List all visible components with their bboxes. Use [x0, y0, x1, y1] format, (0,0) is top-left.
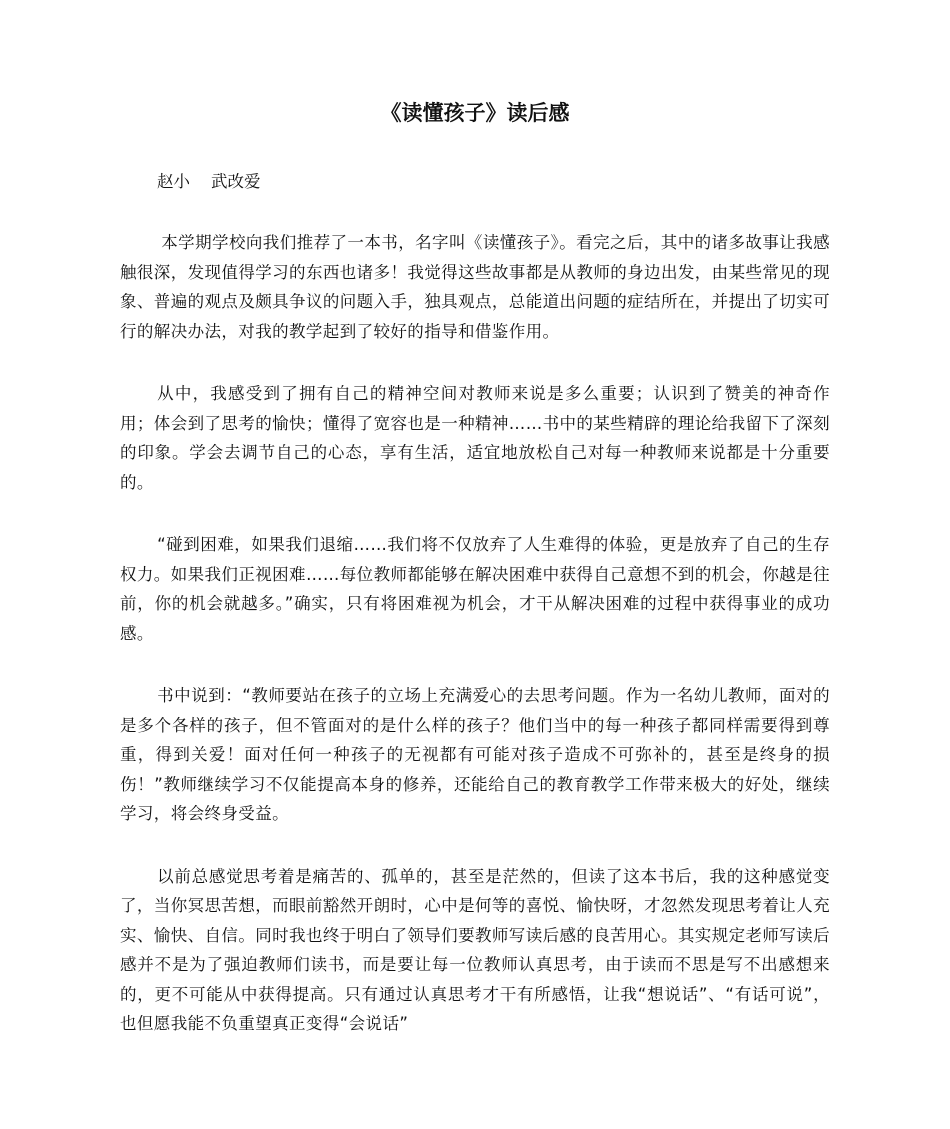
author-line: 赵小 武改爱: [157, 172, 261, 191]
page-title: 《读懂孩子》读后感: [380, 101, 570, 125]
document-body: [120, 228, 830, 1072]
paragraph-2: 从中，我感受到了拥有自己的精神空间对教师来说是多么重要；认识到了赞美的神奇作用；体会到了思考的愉快；懂得了宽容也是一种精神……书中的某些精辟的理论给我留下了深刻的印象。学会去调节自己的心态，享有生活，适宜地放松自己对每一种教师来说都是十分重要的。: [120, 384, 830, 492]
paragraph-5: 以前总感觉思考着是痛苦的、孤单的，甚至是茫然的，但读了这本书后，我的这种感觉变了，当你冥思苦想，而眼前豁然开朗时，心中是何等的喜悦、愉快呀，才忽然发现思考着让人充实、愉快、自信。同时我也终于明白了领导们要教师写读后感的良苦用心。其实规定老师写读后感并不是为了强迫教师们读书，而是要让每一位教师认真思考，由于读而不思是写不出感想来的，更不可能从中获得提高。只有通过认真思考才干有所感悟，让我“想说话”、“有话可说”，也但愿我能不负重望真正变得“会说话”: [120, 866, 830, 1033]
paragraph-1: 本学期学校向我们推荐了一本书，名字叫《读懂孩子》。看完之后，其中的诸多故事让我感触很深，发现值得学习的东西也诸多！我觉得这些故事都是从教师的身边出发，由某些常见的现象、普遍的观点及颇具争议的问题入手，独具观点，总能道出问题的症结所在，并提出了切实可行的解决办法，对我的教学起到了较好的指导和借鉴作用。: [120, 233, 830, 341]
paragraph-4: 书中说到：“教师要站在孩子的立场上充满爱心的去思考问题。作为一名幼儿教师，面对的是多个各样的孩子，但不管面对的是什么样的孩子？他们当中的每一种孩子都同样需要得到尊重，得到关爱！面对任何一种孩子的无视都有可能对孩子造成不可弥补的，甚至是终身的损伤！”教师继续学习不仅能提高本身的修养，还能给自己的教育教学工作带来极大的好处，继续学习，将会终身受益。: [120, 686, 830, 823]
paragraph-3: “碰到困难，如果我们退缩……我们将不仅放弃了人生难得的体验，更是放弃了自己的生存权力。如果我们正视困难……每位教师都能够在解决困难中获得自己意想不到的机会，你越是往前，你的机会就越多。”确实，只有将困难视为机会，才干从解决困难的过程中获得事业的成功感。: [120, 535, 830, 643]
